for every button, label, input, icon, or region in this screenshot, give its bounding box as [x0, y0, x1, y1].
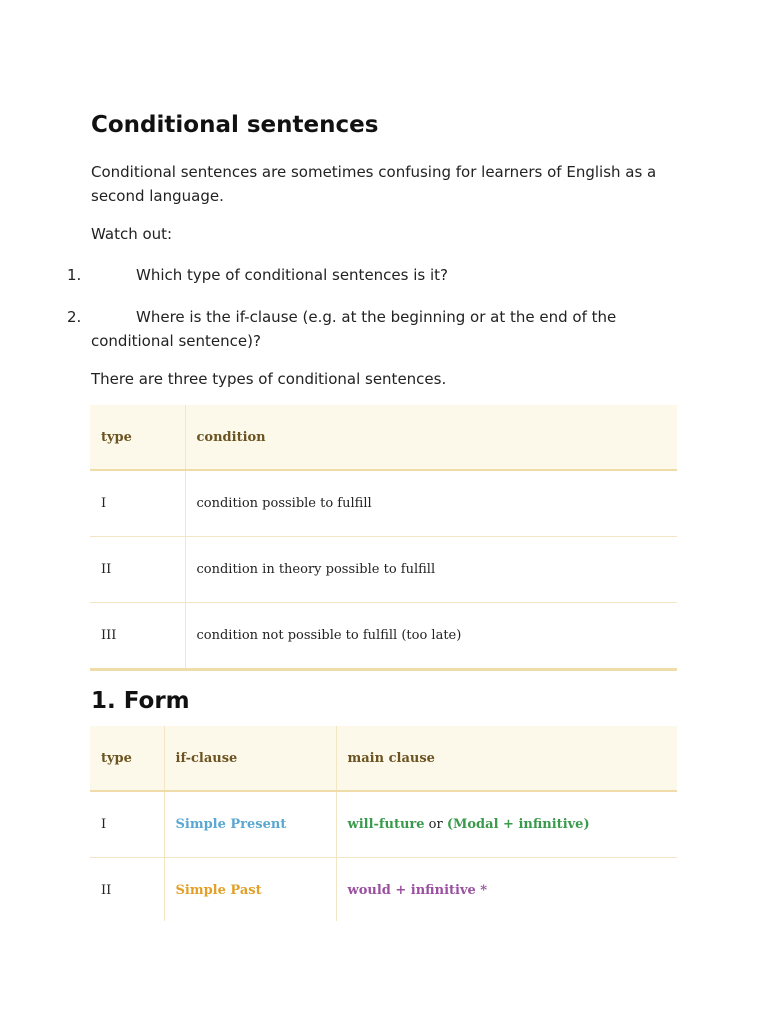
main-clause-part: (Modal + infinitive): [446, 817, 590, 832]
table-cell-type: II: [90, 858, 164, 922]
table-row: [90, 537, 677, 603]
table-cell-main-clause: [336, 858, 677, 922]
table-header-cell: type: [90, 726, 164, 791]
table-row: [90, 603, 677, 670]
main-clause-connector: or: [424, 817, 447, 832]
condition-types-table: [90, 405, 677, 671]
main-clause-part: will-future: [347, 817, 425, 832]
form-table-container: [90, 726, 677, 921]
table-cell-if-clause: Simple Present: [164, 791, 336, 858]
form-table: [90, 726, 677, 921]
table-cell-main-clause: [336, 791, 677, 858]
table-cell-type: III: [90, 603, 185, 670]
table-cell-type: I: [90, 470, 185, 537]
intro-paragraph: Conditional sentences are sometimes confusing for learners of English as a second language.: [91, 163, 657, 205]
table-header-row: [90, 405, 677, 470]
table-header-cell: main clause: [336, 726, 677, 791]
main-clause-part: would + infinitive *: [347, 883, 488, 898]
table-header-cell: type: [90, 405, 185, 470]
watch-out-label: Watch out:: [91, 225, 173, 243]
table-row: [90, 470, 677, 537]
list-text: Where is the if-clause (e.g. at the beginning or at the end of the: [136, 308, 617, 326]
list-number: 2.: [67, 308, 82, 326]
table-cell-condition: condition not possible to fulfill (too late): [185, 603, 677, 670]
page-title: Conditional sentences: [91, 112, 379, 138]
list-item: [67, 263, 657, 287]
types-intro-paragraph: There are three types of conditional sentences.: [91, 370, 447, 388]
table-row: [90, 858, 677, 922]
table-cell-type: II: [90, 537, 185, 603]
list-item: [67, 305, 657, 353]
table-header-row: [90, 726, 677, 791]
table-header-cell: condition: [185, 405, 677, 470]
table-cell-condition: condition in theory possible to fulfill: [185, 537, 677, 603]
list-number: 1.: [67, 266, 82, 284]
table-cell-type: I: [90, 791, 164, 858]
table-row: [90, 791, 677, 858]
table-cell-if-clause: Simple Past: [164, 858, 336, 922]
list-text: Which type of conditional sentences is it?: [136, 266, 448, 284]
table-cell-condition: condition possible to fulfill: [185, 470, 677, 537]
list-text-continued: conditional sentence)?: [91, 332, 261, 350]
table-header-cell: if-clause: [164, 726, 336, 791]
section-heading-form: 1. Form: [91, 688, 190, 714]
